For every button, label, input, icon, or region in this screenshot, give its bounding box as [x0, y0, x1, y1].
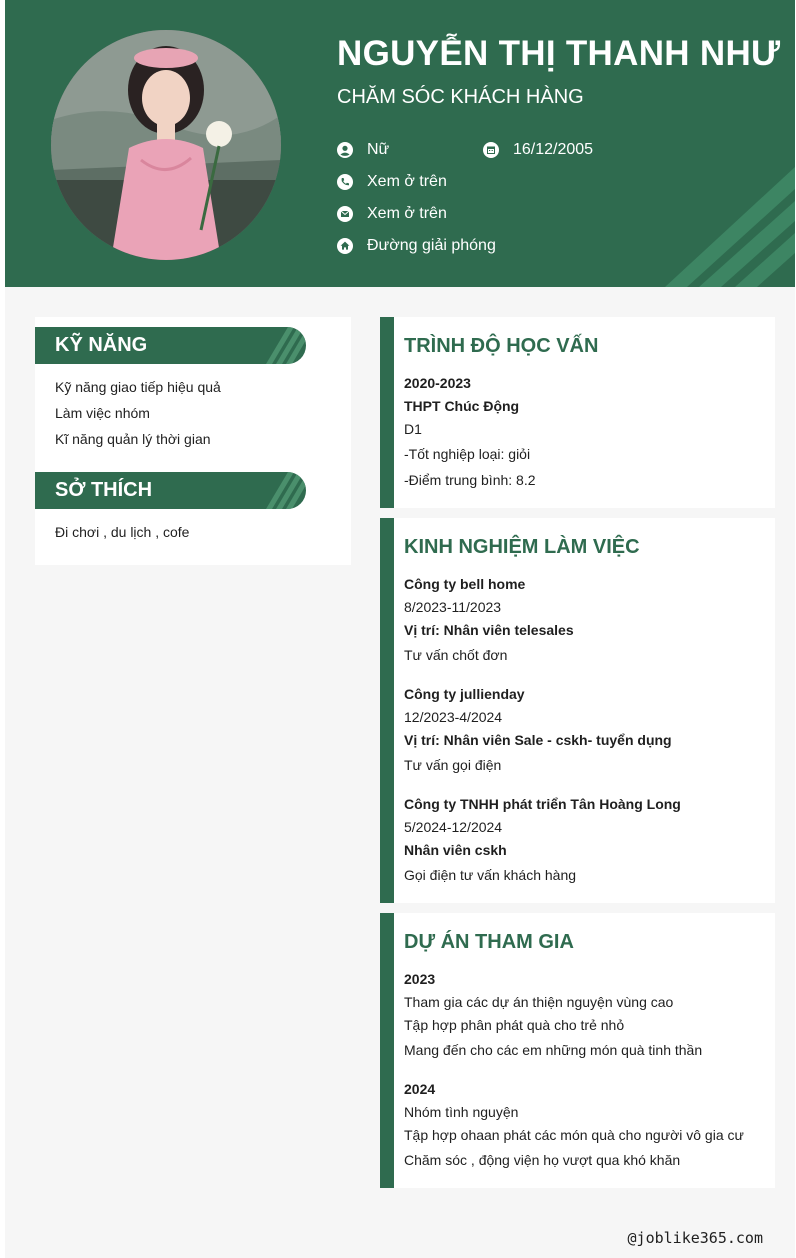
user-circle-icon: [337, 142, 353, 158]
education-heading: TRÌNH ĐỘ HỌC VẤN: [404, 335, 599, 357]
job-position: Nhân viên cskh: [404, 842, 507, 858]
company-name: Công ty TNHH phát triển Tân Hoàng Long: [404, 796, 681, 812]
calendar-icon: [483, 142, 499, 158]
job-period: 5/2024-12/2024: [404, 819, 503, 835]
sidebar-card: [35, 317, 351, 565]
project-item: Chăm sóc , động viện họ vượt qua khó khăn: [404, 1152, 681, 1168]
job-position: Vị trí: Nhân viên telesales: [404, 622, 574, 638]
section-accent-bar: [380, 317, 394, 508]
experience-heading: KINH NGHIỆM LÀM VIỆC: [404, 536, 640, 558]
desired-position: CHĂM SÓC KHÁCH HÀNG: [337, 86, 584, 108]
school-name: THPT Chúc Động: [404, 398, 520, 414]
projects-section: [380, 913, 775, 1188]
phone-row: [337, 173, 447, 191]
skill-item: Làm việc nhóm: [55, 405, 150, 421]
job-period: 12/2023-4/2024: [404, 709, 503, 725]
phone-icon: [337, 174, 353, 190]
candidate-name: NGUYỄN THỊ THANH NHƯ: [337, 34, 781, 73]
education-detail: -Tốt nghiệp loại: giỏi: [404, 446, 531, 462]
project-year: 2023: [404, 971, 436, 987]
skill-item: Kỹ năng giao tiếp hiệu quả: [55, 379, 221, 395]
company-name: Công ty bell home: [404, 576, 526, 592]
project-item: Mang đến cho các em những món quà tinh thần: [404, 1042, 703, 1058]
hobbies-heading: SỞ THÍCH: [55, 479, 153, 501]
cv-header: [5, 0, 795, 287]
hobby-item: Đi chơi , du lịch , cofe: [55, 524, 190, 540]
company-name: Công ty jullienday: [404, 686, 525, 702]
gender-value: Nữ: [367, 141, 390, 158]
cv-page: [5, 0, 795, 1258]
gender-row: [337, 141, 389, 159]
project-item: Tập hợp ohaan phát các món quà cho người vô gia cư: [404, 1127, 744, 1143]
education-section: [380, 317, 775, 508]
section-accent-bar: [380, 913, 394, 1188]
skills-heading: KỸ NĂNG: [55, 334, 148, 356]
phone-value: Xem ở trên: [367, 173, 447, 190]
banner-stripes: [236, 472, 306, 509]
projects-heading: DỰ ÁN THAM GIA: [404, 931, 574, 953]
experience-section: [380, 518, 775, 903]
dob-value: 16/12/2005: [513, 141, 594, 158]
source-watermark: @joblike365.com: [627, 1229, 763, 1247]
envelope-icon: [337, 206, 353, 222]
email-value: Xem ở trên: [367, 205, 447, 222]
job-description: Tư vấn gọi điện: [404, 757, 502, 773]
banner-stripes: [236, 327, 306, 364]
class-name: D1: [404, 421, 422, 437]
project-item: Tập hợp phân phát quà cho trẻ nhỏ: [404, 1017, 625, 1033]
skill-item: Kĩ năng quản lý thời gian: [55, 431, 211, 447]
project-year: 2024: [404, 1081, 436, 1097]
home-icon: [337, 238, 353, 254]
education-period: 2020-2023: [404, 375, 471, 391]
skills-heading-banner: [35, 327, 306, 364]
job-description: Tư vấn chốt đơn: [404, 647, 508, 663]
decorative-stripes: [665, 167, 795, 287]
address-row: [337, 237, 496, 255]
job-position: Vị trí: Nhân viên Sale - cskh- tuyển dụng: [404, 732, 672, 748]
education-detail: -Điểm trung bình: 8.2: [404, 472, 536, 488]
section-accent-bar: [380, 518, 394, 903]
email-row: [337, 205, 447, 223]
address-value: Đường giải phóng: [367, 237, 496, 254]
dob-row: [483, 141, 593, 159]
profile-photo: [51, 30, 281, 260]
project-item: Nhóm tình nguyện: [404, 1104, 519, 1120]
hobbies-heading-banner: [35, 472, 306, 509]
job-description: Gọi điện tư vấn khách hàng: [404, 867, 577, 883]
job-period: 8/2023-11/2023: [404, 599, 502, 615]
project-item: Tham gia các dự án thiện nguyện vùng cao: [404, 994, 674, 1010]
